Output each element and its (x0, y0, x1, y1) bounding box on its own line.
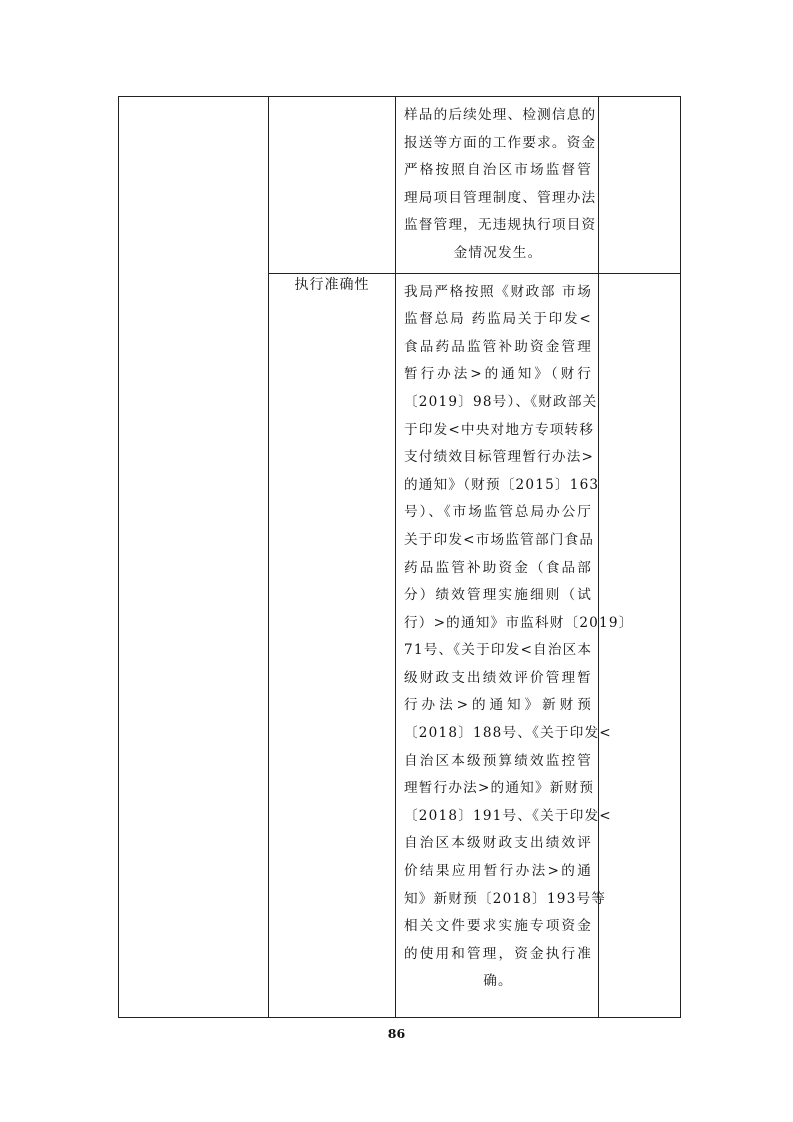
evaluation-table (118, 96, 681, 1018)
content-line: 号）、《市场监管总局办公厅 (404, 504, 592, 521)
content-line: 的通知》（财预〔2015〕163 (404, 476, 600, 493)
indicator-cell (269, 273, 396, 1017)
content-line: 〔2019〕98号）、《财政部关 (404, 393, 598, 410)
content-line: 于印发<中央对地方专项转移 (404, 421, 595, 438)
content-line: 金情况发生。 (453, 244, 543, 261)
score-cell-empty (599, 273, 681, 1017)
content-line: 理暂行办法>的通知》新财预 (404, 780, 595, 797)
content-line: 报送等方面的工作要求。资金 (404, 134, 597, 151)
indicator-label: 执行准确性 (294, 276, 370, 293)
content-line: 样品的后续处理、检测信息的 (404, 107, 597, 123)
content-line: 严格按照自治区市场监督管 (404, 162, 592, 179)
content-line: 的使用和管理，资金执行准 (404, 945, 592, 962)
content-line: 相关文件要求实施专项资金 (404, 918, 592, 935)
content-line: 〔2018〕188号、《关于印发< (404, 725, 612, 742)
content-paragraph (396, 274, 634, 1001)
content-cell (396, 97, 599, 274)
content-line: 药品监管补助资金（食品部 (404, 559, 592, 576)
content-line: 自治区本级财政支出绩效评 (404, 835, 592, 852)
content-paragraph (396, 97, 598, 273)
content-line: 确。 (483, 973, 513, 990)
content-line: 分）绩效管理实施细则（试 (404, 587, 592, 604)
content-line: 知》新财预〔2018〕193号等 (404, 890, 607, 907)
content-line: 监督总局 药监局关于印发< (404, 311, 592, 328)
content-line: 行）>的通知》市监科财〔2019〕 (404, 614, 634, 631)
category-cell-empty (119, 97, 269, 1018)
content-line: 级财政支出绩效评价管理暂 (404, 669, 592, 686)
content-line: 行办法>的通知》新财预 (404, 697, 592, 714)
content-line: 关于印发<市场监管部门食品 (404, 531, 595, 548)
content-line: 食品药品监管补助资金管理 (404, 338, 592, 355)
content-line: 支付绩效目标管理暂行办法> (404, 449, 595, 466)
content-line: 暂行办法>的通知》（财行 (404, 366, 592, 383)
content-line: 自治区本级预算绩效监控管 (404, 752, 592, 769)
page-number: 86 (387, 1026, 406, 1041)
indicator-cell-empty (269, 97, 396, 274)
content-line: 71号、《关于印发<自治区本 (404, 642, 593, 659)
content-line: 监督管理，无违规执行项目资 (404, 217, 597, 234)
table-row (119, 97, 681, 274)
score-cell-empty (599, 97, 681, 274)
content-line: 理局项目管理制度、管理办法 (404, 189, 597, 206)
content-cell (396, 273, 634, 1017)
content-line: 我局严格按照《财政部 市场 (404, 283, 592, 300)
content-line: 价结果应用暂行办法>的通 (404, 863, 592, 880)
content-line: 〔2018〕191号、《关于印发< (404, 807, 612, 824)
